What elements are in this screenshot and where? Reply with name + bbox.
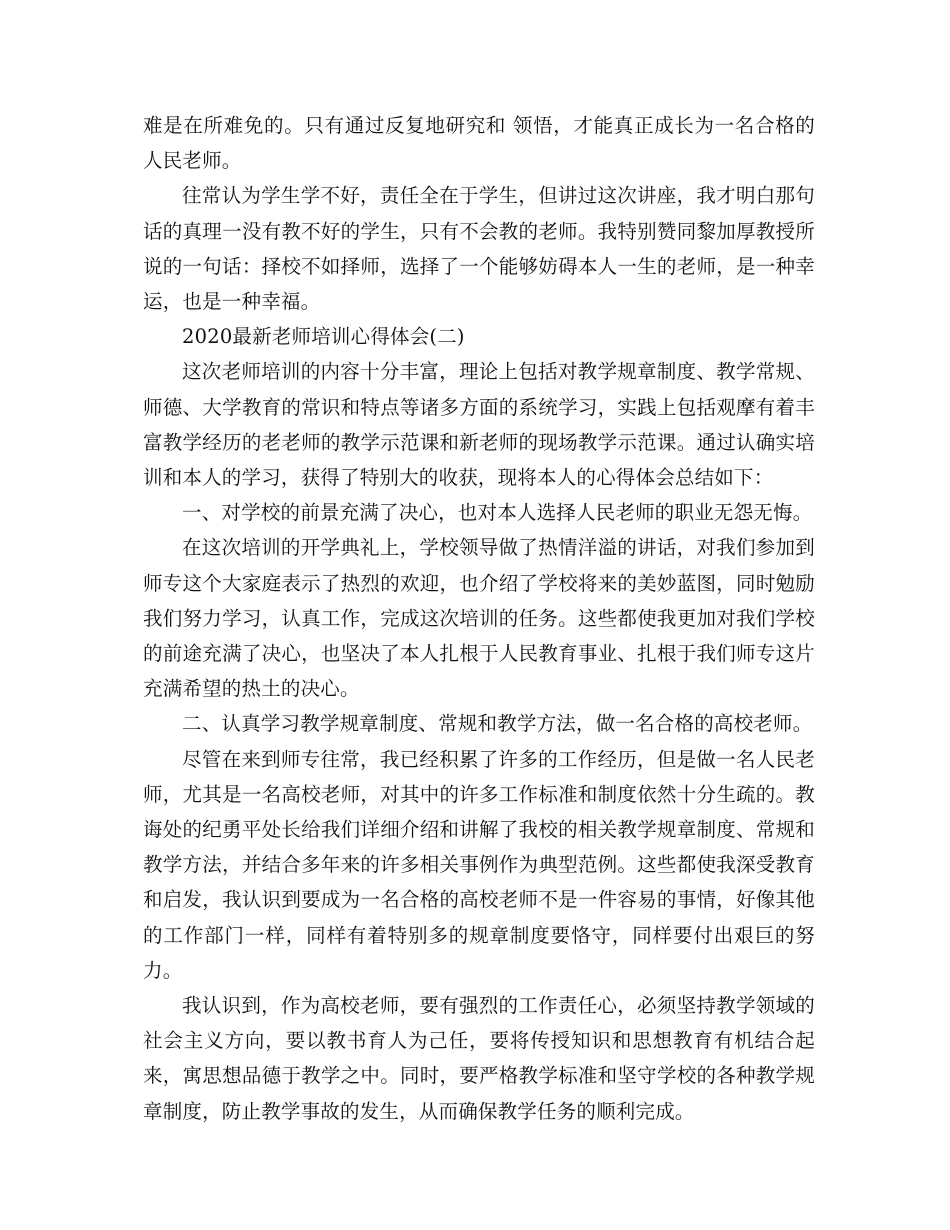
- point-two-heading: 二、认真学习教学规章制度、常规和教学方法，做一名合格的高校老师。: [182, 712, 813, 736]
- paragraph-4: 在这次培训的开学典礼上，学校领导做了热情洋溢的讲话，对我们参加到师专这个大家庭表示了热烈的欢迎，也介绍了学校将来的美妙蓝图，同时勉励我们努力学习，认真工作，完成这次培训的任务。这些都使我更加对我们学校的前途充满了决心，也坚决了本人扎根于人民教育事业、扎根于我们师专这片充满希望的热土的决心。: [143, 536, 815, 701]
- paragraph-1: 难是在所难免的。只有通过反复地研究和 领悟，才能真正成长为一名合格的人民老师。: [143, 114, 815, 173]
- paragraph-2: 往常认为学生学不好，责任全在于学生，但讲过这次讲座，我才明白那句话的真理一没有教不好的学生，只有不会教的老师。我特别赞同黎加厚教授所说的一句话：择校不如择师，选择了一个能够妨碍本人一生的老师，是一种幸运，也是一种幸福。: [143, 184, 815, 314]
- paragraph-6: 我认识到，作为高校老师，要有强烈的工作责任心，必须坚持教学领域的社会主义方向，要以教书育人为己任，要将传授知识和思想教育有机结合起来，寓思想品德于教学之中。同时，要严格教学标准和坚守学校的各种教学规章制度，防止教学事故的发生，从而确保教学任务的顺利完成。: [143, 994, 815, 1123]
- point-one-heading: 一、对学校的前景充满了决心，也对本人选择人民老师的职业无怨无悔。: [182, 501, 813, 525]
- section-title: 2020最新老师培训心得体会(二): [182, 325, 465, 349]
- document-body: [143, 108, 815, 1129]
- paragraph-3: 这次老师培训的内容十分丰富，理论上包括对教学规章制度、教学常规、师德、大学教育的常识和特点等诸多方面的系统学习，实践上包括观摩有着丰富教学经历的老老师的教学示范课和新老师的现场教学示范课。通过认确实培训和本人的学习，获得了特别大的收获，现将本人的心得体会总结如下：: [143, 360, 815, 490]
- paragraph-5: 尽管在来到师专往常，我已经积累了许多的工作经历，但是做一名人民老师，尤其是一名高校老师，对其中的许多工作标准和制度依然十分生疏的。教诲处的纪勇平处长给我们详细介绍和讲解了我校的相关教学规章制度、常规和教学方法，并结合多年来的许多相关事例作为典型范例。这些都使我深受教育和启发，我认识到要成为一名合格的高校老师不是一件容易的事情，好像其他的工作部门一样，同样有着特别多的规章制度要恪守，同样要付出艰巨的努力。: [143, 747, 815, 982]
